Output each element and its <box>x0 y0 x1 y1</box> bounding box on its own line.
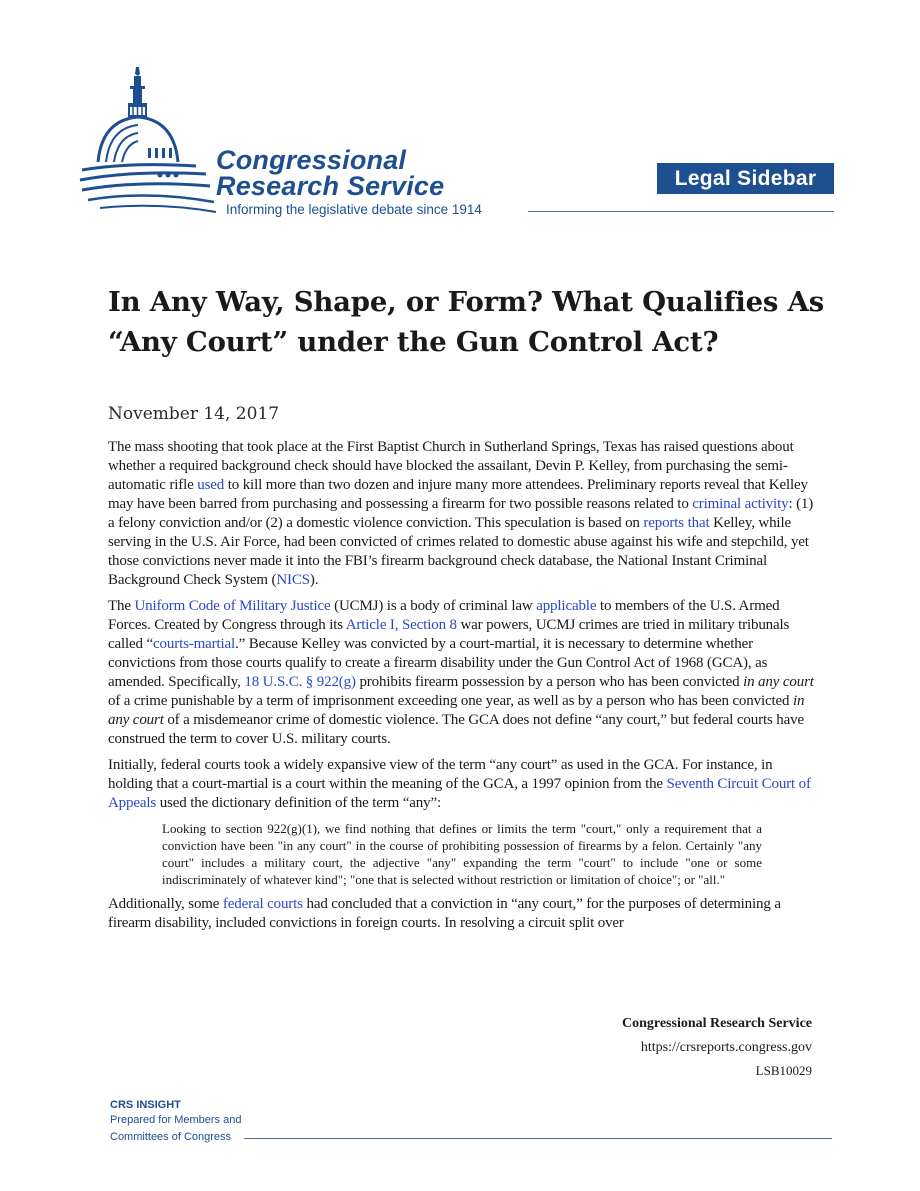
link-applicable[interactable]: applicable <box>536 598 597 614</box>
org-name-line1: Congressional <box>216 145 407 175</box>
text-span: (UCMJ) is a body of criminal law <box>330 598 537 614</box>
text-span: The mass shooting that took place at the First Baptist Church in Sutherland Springs, Texas has raised questions about whether a required background check should have blocked the assailant, Devin P. Kelley, from purchasing the semi-automatic rifle <box>108 439 794 493</box>
paragraph-3 <box>108 756 816 813</box>
text-span: prohibits firearm possession by a person who has been convicted <box>355 674 744 690</box>
document-date: November 14, 2017 <box>108 404 280 424</box>
text-span: to members of the U.S. Armed Forces. Created by Congress through its <box>108 598 780 633</box>
crs-insight-label: CRS INSIGHT <box>110 1099 181 1111</box>
paragraph-2 <box>108 597 816 749</box>
link-reports-that[interactable]: reports that <box>643 515 710 531</box>
text-span: of a misdemeanor crime of domestic violence. The GCA does not define “any court,” but federal courts have construed the term to cover U.S. military courts. <box>108 712 804 747</box>
link-criminal-activity[interactable]: criminal activity <box>692 496 789 512</box>
block-quote: Looking to section 922(g)(1), we find nothing that defines or limits the term "court," only a requirement that a conviction have been "in any court" in the course of prohibiting possession of firearms by a felon. Certainly "any court" includes a military court, the adjective "any" expanding the term "court" to include "one or some indiscriminately of whatever kind"; "one that is selected without restriction or limitation of choice"; or "all." <box>162 821 762 887</box>
text-span: : (1) a felony conviction and/or (2) a domestic violence conviction. This speculation is based on <box>108 496 814 531</box>
footer-divider <box>244 1138 832 1139</box>
footer-org: Congressional Research Service <box>621 1016 812 1031</box>
link-seventh-circuit[interactable]: Seventh Circuit Court of Appeals <box>108 776 811 811</box>
link-ucmj[interactable]: Uniform Code of Military Justice <box>134 598 331 614</box>
text-span: Initially, federal courts took a widely expansive view of the term “any court” as used in the GCA. For instance, in holding that a court-martial is a court within the meaning of the GCA, a 1997 opinion from the <box>108 757 773 792</box>
org-name-line2: Research Service <box>216 171 445 201</box>
link-nics[interactable]: NICS <box>276 572 310 588</box>
text-span: ). <box>309 572 319 588</box>
link-used[interactable]: used <box>197 477 225 493</box>
footer-url[interactable]: https://crsreports.congress.gov <box>640 1040 812 1055</box>
capitol-dome-icon <box>78 62 218 217</box>
org-tagline: Informing the legislative debate since 1914 <box>226 202 482 217</box>
link-18-usc-922g[interactable]: 18 U.S.C. § 922(g) <box>244 674 356 690</box>
text-span: Additionally, some <box>108 896 223 912</box>
link-article-i-section-8[interactable]: Article I, Section 8 <box>345 617 457 633</box>
text-span: .” Because Kelley was convicted by a court-martial, it is necessary to determine whether convictions from those courts qualify to create a firearm disability under the Gun Control Act of 1968 (GCA), as amended. Specifically, <box>108 636 768 690</box>
paragraph-4 <box>108 895 816 933</box>
text-span: The <box>108 598 135 614</box>
prepared-for-line2: Committees of Congress <box>110 1131 232 1143</box>
italic-span: in any court <box>108 693 805 728</box>
text-span: of a crime punishable by a term of imprisonment exceeding one year, as well as by a person who has been convicted <box>108 693 793 709</box>
footer-report-code: LSB10029 <box>755 1063 812 1078</box>
document-body <box>108 438 816 940</box>
legal-sidebar-badge: Legal Sidebar <box>657 163 834 194</box>
text-span: to kill more than two dozen and injure many more attendees. Preliminary reports reveal that Kelley may have been barred from purchasing and possessing a firearm for two possible reasons related to <box>108 477 808 512</box>
header-divider <box>528 211 834 212</box>
prepared-for-line1: Prepared for Members and <box>110 1114 242 1126</box>
text-span: war powers, UCMJ crimes are tried in military tribunals called “ <box>108 617 790 652</box>
text-span: Kelley, while serving in the U.S. Air Force, had been convicted of crimes related to domestic abuse against his wife and stepchild, yet those convictions never made it into the FBI’s firearm background check database, the National Instant Criminal Background Check System ( <box>108 515 809 588</box>
text-span: used the dictionary definition of the term “any”: <box>156 795 442 811</box>
document-title: In Any Way, Shape, or Form? What Qualifies As “Any Court” under the Gun Control Act? <box>108 286 824 358</box>
paragraph-1 <box>108 438 816 590</box>
text-span: had concluded that a conviction in “any court,” for the purposes of determining a firearm disability, included convictions in foreign courts. In resolving a circuit split over <box>108 896 781 931</box>
footer-block <box>622 1012 812 1082</box>
link-courts-martial[interactable]: courts-martial <box>153 636 236 652</box>
italic-span: in any court <box>743 674 814 690</box>
link-federal-courts[interactable]: federal courts <box>222 896 303 912</box>
